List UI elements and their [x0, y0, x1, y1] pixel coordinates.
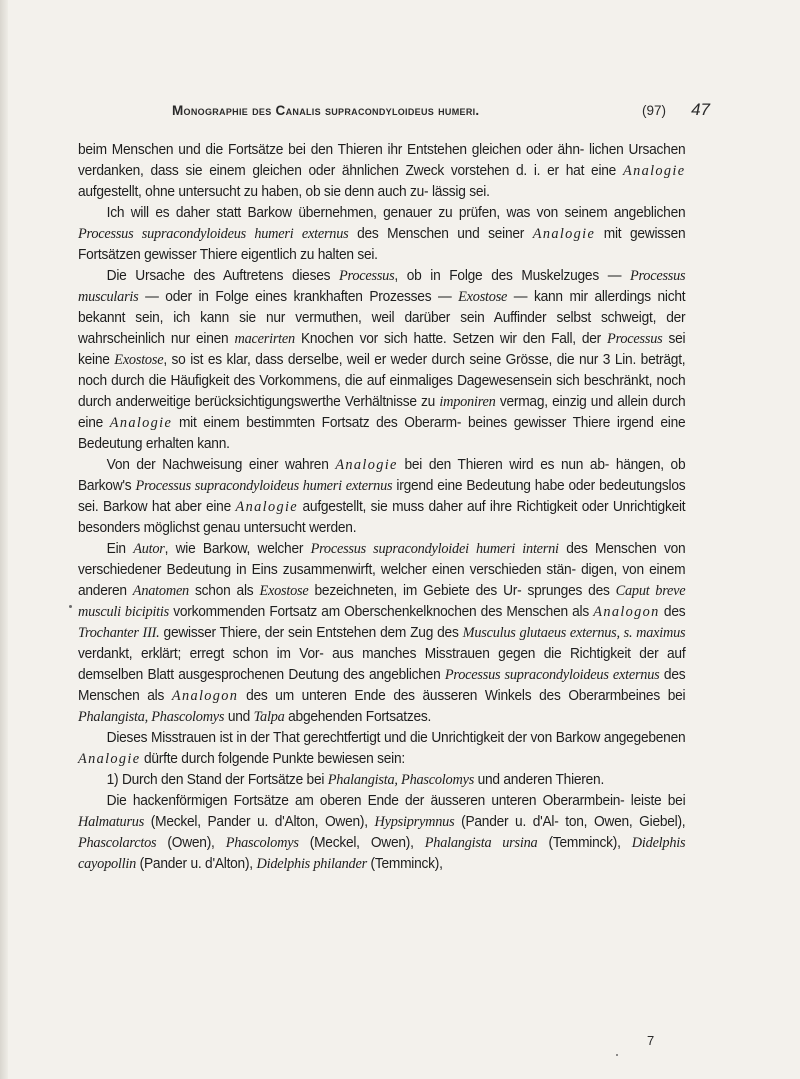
text-line: lichen Ursachen verdanken, dass sie einem gleichen oder ähnlichen Zweck vorstehen	[78, 142, 686, 179]
latin-term: Didelphis cayopollin	[78, 835, 686, 872]
latin-term: Processus	[339, 268, 395, 284]
text-line: beines gewisser Thiere irgend eine Bedeutung erhalten kann.	[78, 415, 686, 452]
latin-term: Processus	[607, 331, 663, 347]
text-line: Die hackenförmigen Fortsätze am oberen Ende der äusseren unteren Oberarmbein-	[106, 793, 625, 809]
page-header	[172, 100, 710, 123]
text-line: aus manches Misstrauen gegen die Richtigkeit der auf demselben Blatt ausgesprochenen	[78, 646, 686, 683]
text-run: hängen, ob Barkow's	[78, 457, 686, 494]
text-run: schon als	[188, 583, 260, 599]
body-text	[78, 140, 685, 875]
text-run: vorkommenden Fortsatz am Oberschenkelknochen	[168, 604, 477, 620]
text-run: habe oder bedeutungslos sei. Barkow hat aber eine	[78, 478, 686, 515]
latin-term: Phalangista ursina	[424, 835, 538, 851]
text-line: bekannt sein, ich kann sie nur vermuthen, weil darüber sein Auffinder selbst schweigt, der	[78, 310, 686, 326]
latin-term: Anatomen	[132, 583, 189, 599]
emphasis: Analogie	[235, 499, 298, 515]
emphasis: Analogie	[622, 163, 686, 179]
text-line: Lin. beträgt, noch durch die Häufigkeit des Vorkommens, die auf einmaliges Dagewesensein	[78, 352, 686, 389]
text-line: beim Menschen und die Fortsätze bei den Thieren ihr Entstehen gleichen oder ähn-	[78, 142, 585, 158]
text-run: (Meckel, Pander u. d'Alton, Owen),	[144, 814, 375, 830]
text-run: sich beschränkt, noch durch anderweitige berücksichtigungswerthe Verhältnisse zu	[78, 373, 686, 410]
text-run: verdankt, erklärt; erregt schon im Vor-	[78, 646, 324, 662]
text-run: digen, von einem anderen	[78, 562, 686, 599]
text-run: um unteren Ende des äusseren Winkels des Oberarmbeines bei	[275, 688, 686, 704]
emphasis: Analogie	[78, 751, 141, 767]
text-line: Dieses Misstrauen ist in der That gerechtfertigt und die Unrichtigkeit der von	[106, 730, 552, 746]
text-run: des Menschen und seiner	[348, 226, 533, 242]
text-run: (Pander u. d'Alton),	[136, 856, 257, 872]
text-run: des	[238, 688, 268, 704]
text-run: aufgestellt, sie muss daher	[297, 499, 463, 515]
paragraph	[78, 728, 685, 770]
paragraph	[78, 791, 685, 875]
text-line: lässig sei.	[431, 184, 490, 200]
text-run: (Temminck),	[366, 856, 443, 872]
paragraph	[78, 455, 685, 539]
latin-term: macerirten	[234, 331, 295, 347]
emphasis: Analogie	[109, 415, 173, 431]
text-run: (Temminck),	[548, 835, 632, 851]
emphasis: Analogon	[593, 604, 660, 620]
text-run: (Pander u. d'Al-	[454, 814, 559, 830]
text-run: , wie Barkow, welcher	[164, 541, 311, 557]
latin-term: Processus supracondyloideus humeri externus	[135, 478, 393, 494]
text-run: leiste bei	[630, 793, 686, 809]
latin-term: Trochanter III.	[78, 625, 160, 641]
paragraph	[78, 770, 685, 791]
latin-term: Processus supracondyloideus externus	[444, 667, 660, 683]
text-run: abgehenden Fortsatzes.	[284, 709, 432, 725]
text-run: bezeichneten, im Gebiete des Ur-	[308, 583, 522, 599]
emphasis: Analogon	[171, 688, 239, 704]
text-run: , ob in Folge des Muskelzuges —	[394, 268, 630, 284]
latin-term: Hypsiprymnus	[374, 814, 455, 830]
latin-term: Phascolarctos	[78, 835, 157, 851]
latin-term: Processus supracondyloidei humeri interni	[310, 541, 559, 557]
text-run: gewisser Thiere, der sein Entstehen	[159, 625, 377, 641]
text-run: und anderen	[474, 772, 553, 788]
page-number: 47	[691, 100, 710, 119]
latin-term: Exostose	[458, 289, 508, 305]
text-run: 1) Durch den Stand der Fortsätze bei	[106, 772, 328, 788]
text-run: Knochen vor sich hatte. Setzen wir den Fall, der	[294, 331, 608, 347]
text-run: sprunges des	[527, 583, 616, 599]
text-line: werden.	[309, 520, 357, 536]
text-run: ton, Owen, Giebel),	[565, 814, 686, 830]
print-speck	[616, 1054, 618, 1056]
text-run: dürfte durch folgende Punkte bewiesen sein:	[140, 751, 405, 767]
text-run: (Meckel, Owen),	[298, 835, 425, 851]
text-line: Thieren.	[555, 772, 605, 788]
text-run: Von der Nachweisung einer wahren	[106, 457, 336, 473]
text-run: mit einem bestimmten Fortsatz des Oberarm-	[172, 415, 462, 431]
latin-term: Didelphis philander	[256, 856, 367, 872]
latin-term: Musculus glutaeus externus, s. maximus	[462, 625, 686, 641]
text-line: auf ihre Richtigkeit oder Unrichtigkeit besonders möglichst genau untersucht	[78, 499, 686, 536]
latin-term: imponiren	[439, 394, 496, 410]
latin-term: Phalangista, Phascolomys	[327, 772, 475, 788]
signature-mark: 7	[647, 1033, 655, 1048]
text-run: — kann mir allerdings nicht	[507, 289, 686, 305]
latin-term: Caput breve musculi bicipitis	[78, 583, 686, 620]
text-run: des	[659, 604, 686, 620]
latin-term: Autor	[133, 541, 165, 557]
paragraph	[78, 266, 685, 455]
text-run: vermag, einzig und allein durch eine	[78, 394, 686, 431]
latin-term: Talpa	[253, 709, 285, 725]
text-run: irgend eine Bedeutung	[392, 478, 531, 494]
text-run: bei den Thieren wird es nun ab-	[397, 457, 610, 473]
paragraph	[78, 539, 685, 728]
paragraph	[78, 140, 685, 203]
latin-term: Exostose	[259, 583, 309, 599]
text-run: des Menschen als	[78, 667, 686, 704]
paragraph	[78, 203, 685, 266]
emphasis: Analogie	[532, 226, 596, 242]
latin-term: Phalangista, Phascolomys	[78, 709, 225, 725]
text-run: aufgestellt, ohne untersucht zu haben, ob sie denn auch zu-	[78, 184, 429, 200]
text-run: Die Ursache des Auftretens dieses	[106, 268, 340, 284]
running-title: Monographie des Canalis supracondyloideus humeri.	[172, 103, 480, 118]
print-speck	[69, 605, 72, 608]
text-run: des Menschen	[558, 541, 657, 557]
latin-term: Halmaturus	[78, 814, 145, 830]
text-run: Barkow angegebenen	[555, 730, 686, 746]
text-run: des Menschen als	[480, 604, 594, 620]
text-run: (Owen),	[156, 835, 226, 851]
emphasis: Analogie	[335, 457, 398, 473]
text-line: Ich will es daher statt Barkow übernehmen, genauer zu prüfen, was von seinem	[106, 205, 608, 221]
text-run: sei keine	[78, 331, 686, 368]
text-run: d. i. er hat eine	[516, 163, 623, 179]
text-run: Deutung des angeblichen	[288, 667, 445, 683]
latin-term: Exostose	[114, 352, 164, 368]
latin-term: Processus	[629, 268, 686, 284]
text-run: — oder in Folge eines krankhaften Prozesses —	[138, 289, 459, 305]
latin-term: Processus supracondyloideus humeri externus	[78, 226, 349, 242]
page-edge-shadow	[0, 0, 8, 1079]
text-run: und	[224, 709, 251, 725]
text-line: mit gewissen Fortsätzen gewisser Thiere eigentlich zu halten sei.	[78, 226, 686, 263]
text-run: angeblichen	[613, 205, 686, 221]
text-run: dem Zug des	[380, 625, 463, 641]
text-run: , so ist es klar, dass derselbe, weil er weder durch seine Grösse, die nur 3	[163, 352, 611, 368]
text-run: wahrscheinlich nur einen	[78, 331, 235, 347]
text-run: Ein	[106, 541, 134, 557]
latin-term: muscularis	[78, 289, 139, 305]
latin-term: Phascolomys	[225, 835, 299, 851]
original-page-reference: (97)	[641, 103, 666, 118]
text-line: von verschiedener Bedeutung in Eins zusammenwirft, welcher einen verschieden stän-	[78, 541, 686, 578]
